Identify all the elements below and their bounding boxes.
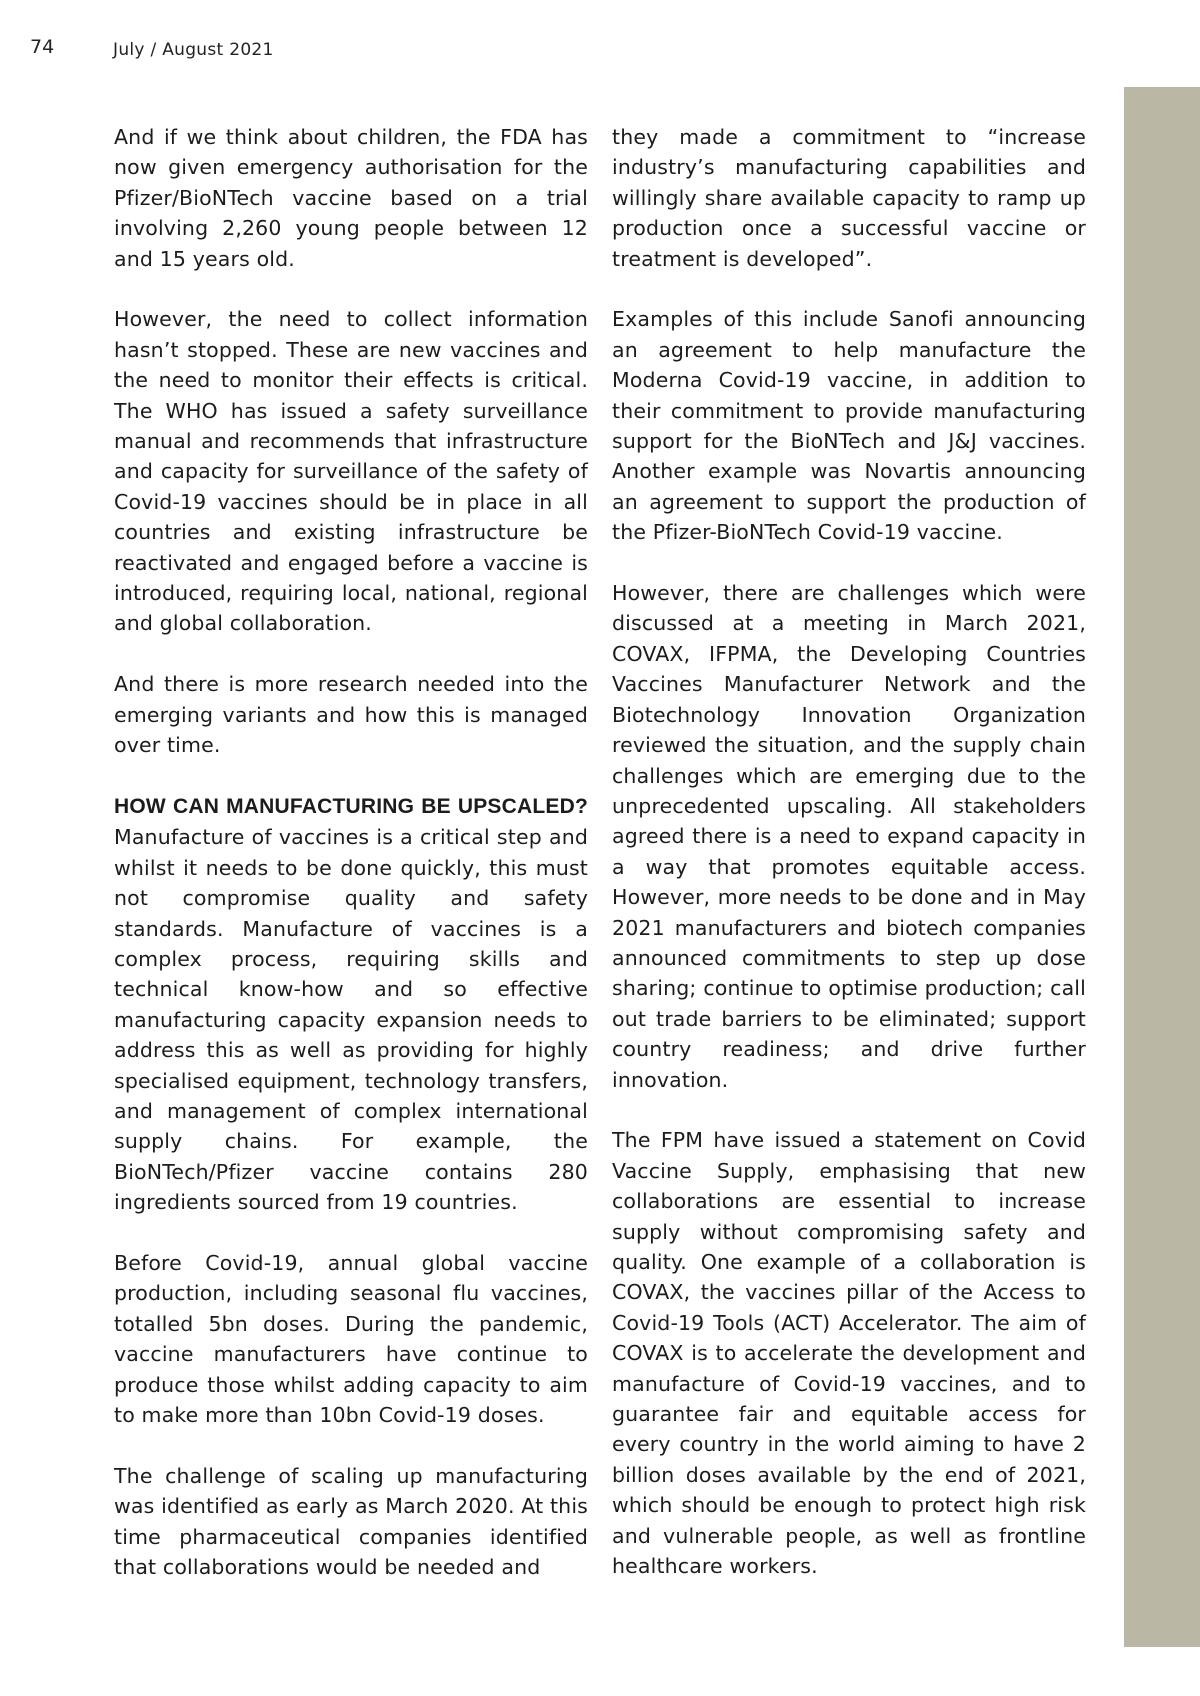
- paragraph: And there is more research needed into the emerging variants and how this is managed over time.: [114, 672, 588, 758]
- section-heading: HOW CAN MANUFACTURING BE UPSCALED?: [114, 794, 588, 818]
- page-number: 74: [30, 36, 55, 58]
- paragraph-body: Manufacture of vaccines is a critical step and whilst it needs to be done quickly, this must not compromise quality and safety standards. Manufacture of vaccines is a complex process, requiring skills and technical know-how and so effective manufacturing capacity expansion needs to address this as well as providing for highly specialised equipment, technology transfers, and management of complex international supply chains. For example, the BioNTech/Pfizer vaccine contains 280 ingredients sourced from 19 countries.: [114, 825, 588, 1215]
- paragraph-with-heading: [114, 791, 588, 1218]
- paragraph: Before Covid-19, annual global vaccine production, including seasonal flu vaccines, totalled 5bn doses. During the pandemic, vaccine manufacturers have continue to produce those whilst adding capacity to aim to make more than 10bn Covid-19 doses.: [114, 1250, 588, 1427]
- paragraph: However, there are challenges which were discussed at a meeting in March 2021, COVAX, IFPMA, the Developing Countries Vaccines Manufacturer Network and the Biotechnology Innovation Organization reviewed the situation, and the supply chain challenges which are emerging due to the unprecedented upscaling. All stakeholders agreed there is a need to expand capacity in a way that promotes equitable access. However, more needs to be done and in May 2021 manufacturers and biotech companies announced commitments to step up dose sharing; continue to optimise production; call out trade barriers to be eliminated; support country readiness; and drive further innovation.: [612, 581, 1086, 1092]
- paragraph: Examples of this include Sanofi announcing an agreement to help manufacture the Moderna Covid-19 vaccine, in addition to their commitment to provide manufacturing support for the BioNTech and J&J vaccines. Another example was Novartis announcing an agreement to support the production of the Pfizer-BioNTech Covid-19 vaccine.: [612, 307, 1086, 545]
- paragraph: The challenge of scaling up manufacturing was identified as early as March 2020. At this time pharmaceutical companies identified that collaborations would be needed and: [114, 1463, 588, 1580]
- left-column: [114, 122, 588, 1613]
- side-color-bar: [1124, 87, 1200, 1647]
- paragraph: The FPM have issued a statement on Covid Vaccine Supply, emphasising that new collaborations are essential to increase supply without compromising safety and quality. One example of a collaboration is COVAX, the vaccines pillar of the Access to Covid-19 Tools (ACT) Accelerator. The aim of COVAX is to accelerate the development and manufacture of Covid-19 vaccines, and to guarantee fair and equitable access for every country in the world aiming to have 2 billion doses available by the end of 2021, which should be enough to protect high risk and vulnerable people, as well as frontline healthcare workers.: [612, 1128, 1086, 1579]
- paragraph: they made a commitment to “increase industry’s manufacturing capabilities and willingly share available capacity to ramp up production once a successful vaccine or treatment is developed”.: [612, 125, 1086, 271]
- paragraph: And if we think about children, the FDA has now given emergency authorisation for the Pfizer/BioNTech vaccine based on a trial involving 2,260 young people between 12 and 15 years old.: [114, 125, 588, 271]
- issue-date: July / August 2021: [113, 40, 274, 60]
- right-column: [612, 122, 1086, 1612]
- paragraph: However, the need to collect information hasn’t stopped. These are new vaccines and the need to monitor their effects is critical. The WHO has issued a safety surveillance manual and recommends that infrastructure and capacity for surveillance of the safety of Covid-19 vaccines should be in place in all countries and existing infrastructure be reactivated and engaged before a vaccine is introduced, requiring local, national, regional and global collaboration.: [114, 307, 588, 636]
